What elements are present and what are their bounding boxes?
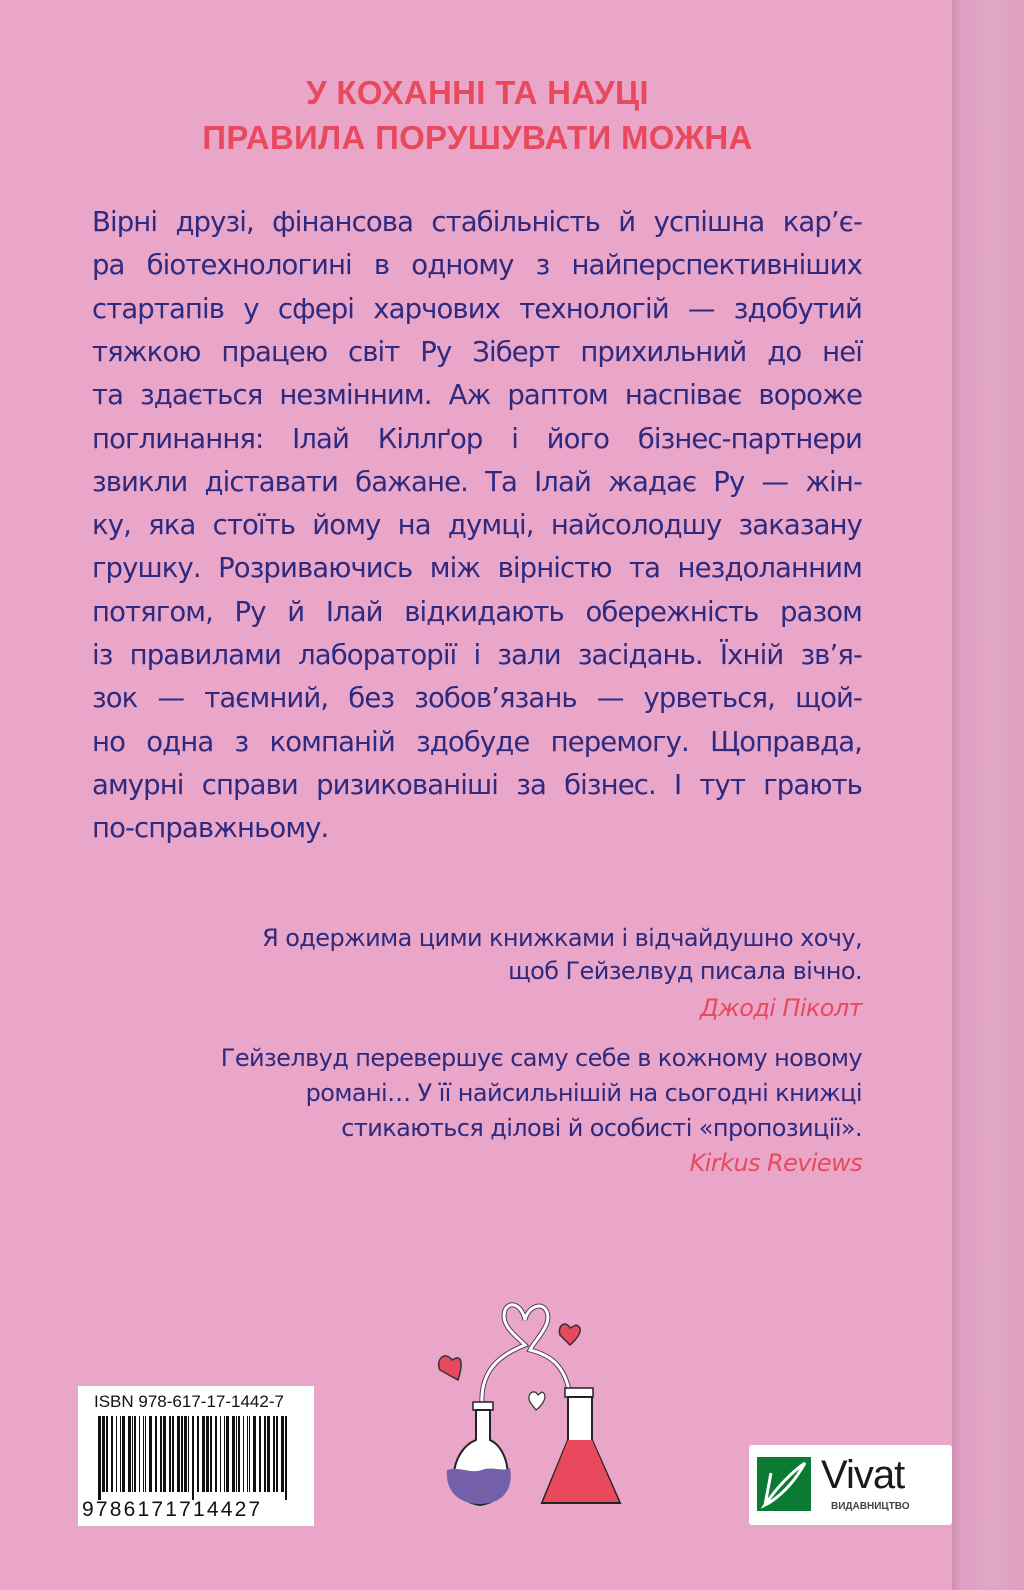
isbn-digits: 9786171714427 (82, 1498, 263, 1521)
barcode-bar (232, 1416, 235, 1492)
publisher-name: Vivat (821, 1453, 905, 1497)
barcode-bar (249, 1416, 250, 1492)
blurb-line: та здається незмінним. Аж раптом наспіває вороже (92, 379, 862, 412)
blurb-line: із правилами лабораторії і зали засідань. Їхній зв’я- (92, 639, 862, 671)
blurb-line: по-справжньому. (92, 812, 329, 845)
publisher-logo (749, 1445, 952, 1525)
headline-line-1: У КОХАННІ ТА НАУЦІ (306, 74, 649, 111)
barcode-bar (224, 1416, 225, 1492)
barcode-bar (188, 1416, 189, 1492)
barcode-bar (163, 1416, 166, 1492)
barcode-bar (181, 1416, 183, 1492)
barcode-bar (210, 1416, 212, 1492)
barcode-bar (253, 1416, 256, 1492)
barcode-bar (155, 1416, 157, 1492)
blurb-line: поглинання: Ілай Кіллґор і його бізнес-партнери (92, 422, 862, 455)
barcode-bar (106, 1416, 108, 1492)
barcode-bar (206, 1416, 209, 1492)
blurb-line: стартапів у сфері харчових технологій — здобутий (92, 292, 862, 325)
blurb-line: но одна з компаній здобуде перемогу. Щоправда, (92, 725, 862, 758)
barcode-bar (264, 1416, 266, 1492)
publisher-subtitle: ВИДАВНИЦТВО (831, 1501, 910, 1512)
barcode-bar (172, 1416, 174, 1492)
barcode-bar (128, 1416, 131, 1492)
barcode-bar (267, 1416, 270, 1492)
barcode-bar (236, 1416, 237, 1492)
blurb-line: Вірні друзі, фінансова стабільність й успішна кар’є- (92, 206, 862, 238)
quote-line: Гейзелвуд перевершує саму себе в кожному новому (220, 1044, 862, 1072)
quote-author: Kirkus Reviews (689, 1149, 862, 1177)
barcode-bar (243, 1416, 244, 1492)
barcode-bar (192, 1416, 194, 1500)
blurb-line: ра біотехнологині в одному з найперспективніших (92, 249, 862, 282)
isbn-label: ISBN 978-617-17-1442-7 (94, 1392, 284, 1411)
barcode-bar (145, 1416, 146, 1492)
barcode-bar (120, 1416, 121, 1492)
blurb-line: грушку. Розриваючись між вірністю та нездоланним (92, 552, 862, 585)
quote-line: Я одержима цими книжками і відчайдушно хочу, (262, 924, 862, 952)
quote-author: Джоді Піколт (700, 994, 862, 1022)
barcode-bars (96, 1416, 292, 1500)
barcode-bar (134, 1416, 136, 1492)
barcode-bar (259, 1416, 261, 1492)
barcode-bar (102, 1416, 105, 1492)
barcode-bar (111, 1416, 113, 1492)
barcode-bar (139, 1416, 140, 1492)
blurb-line: амурні справи ризикованіші за бізнес. І тут грають (92, 768, 862, 801)
barcode-bar (226, 1416, 229, 1492)
barcode-bar (116, 1416, 117, 1492)
quote-line: стикаються ділові й особисті «пропозиції». (341, 1114, 862, 1142)
book-spine-edge (952, 0, 1024, 1590)
barcode-bar (177, 1416, 180, 1492)
flasks-heart-illustration (430, 1300, 640, 1520)
barcode-bar (276, 1416, 278, 1492)
barcode-bar (238, 1416, 240, 1492)
barcode-bar (143, 1416, 144, 1492)
barcode-bar (132, 1416, 133, 1492)
quote-line: щоб Гейзелвуд писала вічно. (508, 957, 862, 985)
blurb-line: потягом, Ру й Ілай відкидають обережність разом (92, 595, 862, 628)
barcode-bar (184, 1416, 187, 1492)
barcode-bar (281, 1416, 284, 1492)
feather-icon (757, 1457, 811, 1511)
barcode-bar (160, 1416, 162, 1492)
blurb-line: тяжкою працею світ Ру Зіберт прихильний до неї (92, 335, 862, 368)
barcode-bar (169, 1416, 171, 1492)
barcode-bar (98, 1416, 101, 1500)
isbn-barcode (78, 1386, 314, 1526)
barcode-bar (202, 1416, 205, 1492)
barcode-bar (285, 1416, 287, 1500)
barcode-bar (220, 1416, 221, 1492)
barcode-bar (247, 1416, 248, 1492)
blurb-line: зок — таємний, без зобов’язань — урветься, щой- (92, 682, 862, 715)
quote-line: романі… У її найсильнішій на сьогодні книжці (305, 1079, 862, 1107)
barcode-bar (273, 1416, 275, 1492)
blurb-line: звикли діставати бажане. Та Ілай жадає Ру — жін- (92, 465, 862, 498)
barcode-bar (122, 1416, 125, 1492)
barcode-bar (197, 1416, 199, 1492)
headline-line-2: ПРАВИЛА ПОРУШУВАТИ МОЖНА (202, 119, 753, 156)
barcode-bar (215, 1416, 217, 1492)
barcode-bar (149, 1416, 152, 1492)
blurb-line: ку, яка стоїть йому на думці, найсолодшу заказану (92, 509, 862, 542)
